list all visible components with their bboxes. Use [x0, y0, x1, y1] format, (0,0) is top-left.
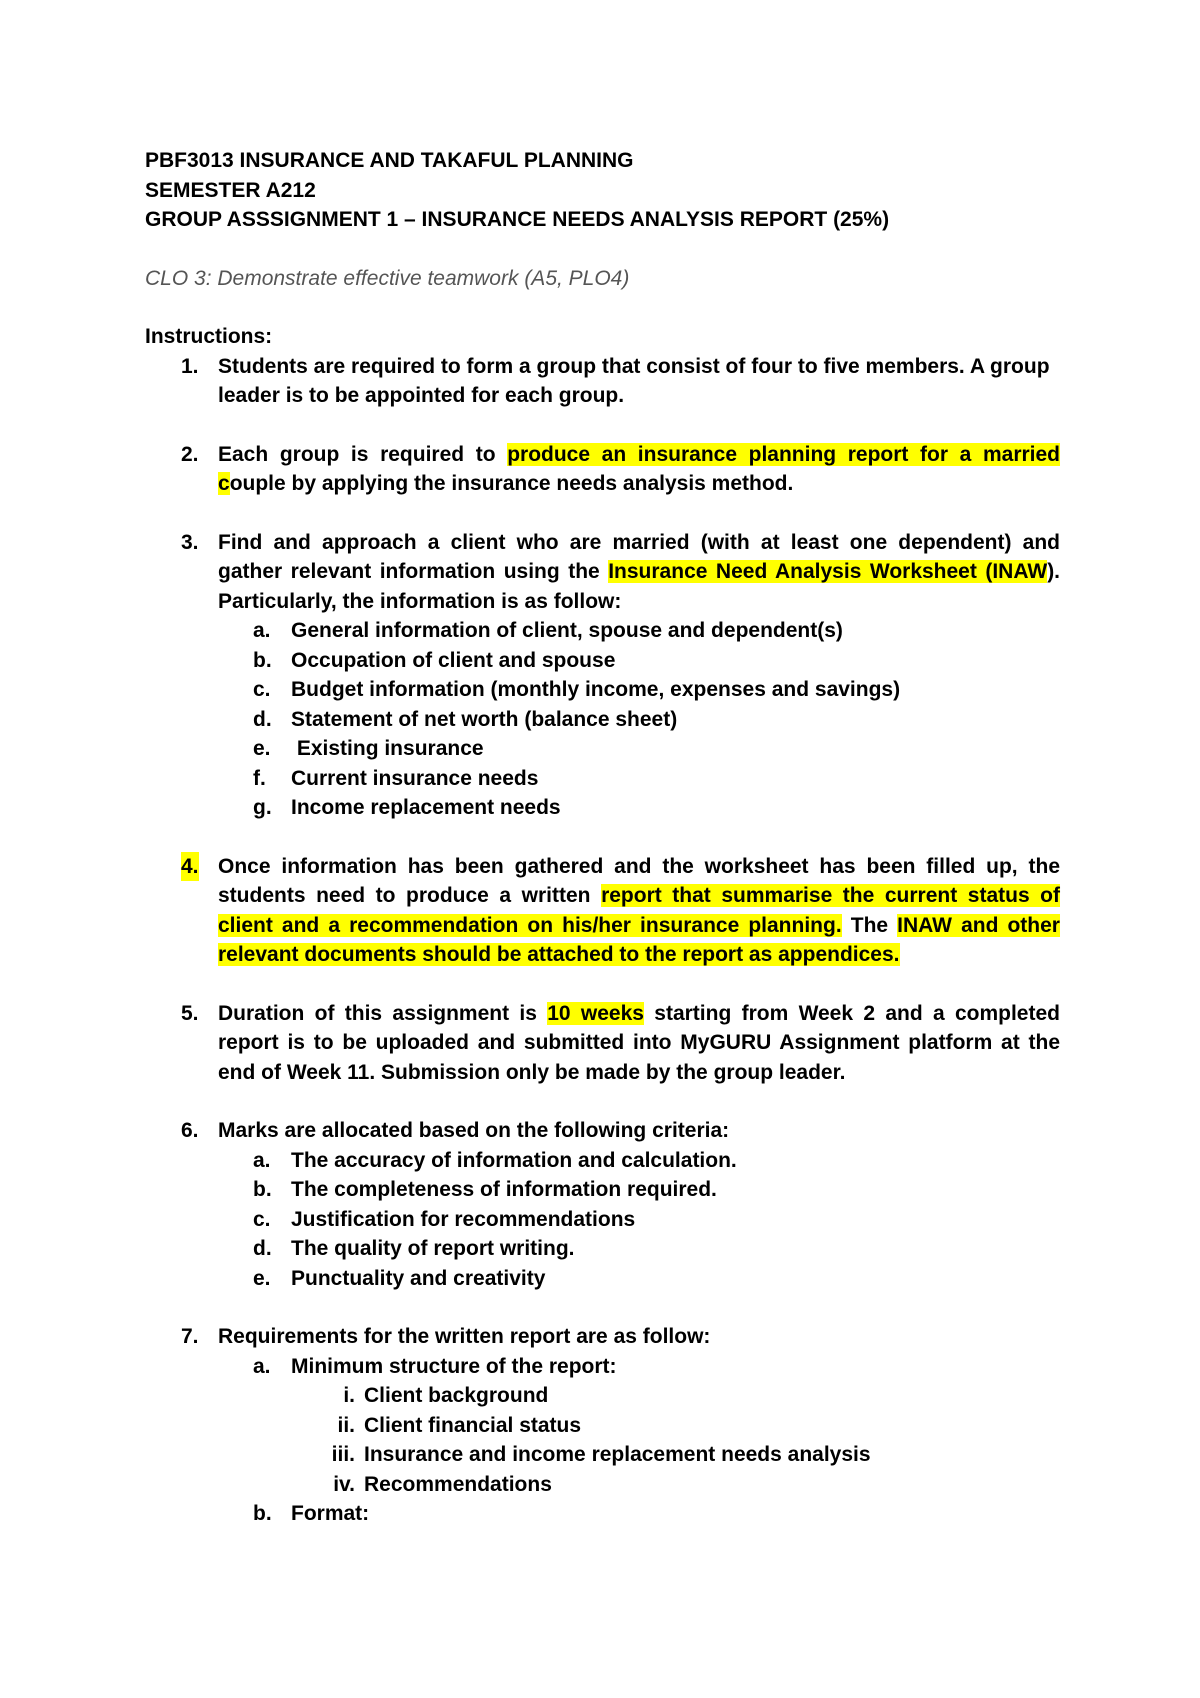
instructions-heading: Instructions:	[145, 325, 273, 348]
roman-text: Client financial status	[364, 1413, 582, 1437]
sub-text: The quality of report writing.	[291, 1237, 575, 1260]
roman-text: Insurance and income replacement needs analysis	[364, 1443, 871, 1466]
sub-letter: f.	[253, 766, 266, 790]
sub-letter: a.	[253, 619, 271, 642]
sub-text: The completeness of information required.	[291, 1178, 717, 1201]
roman-list-item	[291, 1411, 1060, 1441]
roman-numeral: iii.	[331, 1443, 355, 1466]
sub-letter: g.	[253, 796, 272, 819]
sub-text: Statement of net worth (balance sheet)	[291, 707, 678, 731]
item-text: Find and approach a client who are married (with at least one dependent) and gather relevant information using the	[218, 530, 1060, 583]
list-item	[145, 440, 1060, 499]
roman-list	[291, 1381, 1060, 1499]
sub-list	[218, 1352, 1060, 1529]
sub-list-item	[218, 705, 1060, 735]
list-item	[145, 1322, 1060, 1529]
list-item	[145, 852, 1060, 970]
list-item	[145, 999, 1060, 1088]
sub-text: The accuracy of information and calculation.	[291, 1148, 737, 1172]
list-item	[145, 352, 1060, 411]
sub-text: Income replacement needs	[291, 796, 561, 819]
sub-letter: c.	[253, 1207, 271, 1231]
sub-list-item	[218, 1205, 1060, 1235]
item-number: 3.	[181, 530, 199, 554]
sub-text: Existing insurance	[291, 737, 484, 760]
item-text: ouple by applying the insurance needs analysis method.	[229, 472, 794, 495]
list-item	[145, 1116, 1060, 1293]
item-text: Students are required to form a group that consist of four to five members. A group leader is to be appointed for each group.	[218, 354, 1050, 407]
roman-list-item	[291, 1470, 1060, 1500]
sub-letter: b.	[253, 648, 272, 672]
sub-letter: b.	[253, 1178, 272, 1201]
sub-letter: d.	[253, 707, 272, 731]
semester-line: SEMESTER A212	[145, 178, 316, 202]
item-text: ). Particularly, the information is as follow:	[218, 560, 1061, 613]
sub-letter: b.	[253, 1502, 272, 1525]
course-title: PBF3013 INSURANCE AND TAKAFUL PLANNING	[145, 149, 634, 172]
clo-statement: CLO 3: Demonstrate effective teamwork (A5, PLO4)	[145, 266, 630, 290]
sub-list-item	[218, 1499, 1060, 1529]
item-text: starting from Week 2 and a completed report is to be uploaded and submitted into MyGURU Assignment platform at the end of Week 11. Submission only be made by the group leader.	[218, 1001, 1060, 1084]
item-number: 4.	[181, 852, 199, 882]
highlighted-text: INAW and other relevant documents should be attached to the report as appendices.	[218, 913, 1060, 966]
sub-list-item	[218, 1175, 1060, 1205]
roman-numeral: i.	[343, 1384, 355, 1407]
assignment-title: GROUP ASSSIGNMENT 1 – INSURANCE NEEDS ANALYSIS REPORT (25%)	[145, 208, 890, 231]
highlighted-text: 10 weeks	[547, 1001, 644, 1025]
sub-list-item	[218, 1234, 1060, 1264]
item-text: Once information has been gathered and the worksheet has been filled up, the students need to produce a written	[218, 854, 1060, 907]
sub-letter: d.	[253, 1237, 272, 1260]
highlighted-text: Insurance Need Analysis Worksheet (INAW	[608, 560, 1048, 583]
roman-list-item	[291, 1440, 1060, 1470]
sub-list-item	[218, 616, 1060, 646]
item-text: Marks are allocated based on the following criteria:	[218, 1119, 730, 1142]
item-number: 6.	[181, 1119, 199, 1142]
item-text: The	[841, 913, 898, 937]
sub-letter: c.	[253, 678, 271, 701]
roman-list-item	[291, 1381, 1060, 1411]
sub-letter: a.	[253, 1148, 271, 1172]
sub-text: Budget information (monthly income, expenses and savings)	[291, 678, 901, 701]
item-number: 2.	[181, 442, 199, 466]
sub-letter: a.	[253, 1354, 271, 1378]
sub-list-item	[218, 675, 1060, 705]
sub-letter: e.	[253, 1266, 271, 1290]
sub-list-item	[218, 646, 1060, 676]
sub-text: Occupation of client and spouse	[291, 648, 616, 672]
sub-text: General information of client, spouse and dependent(s)	[291, 619, 843, 642]
roman-text: Recommendations	[364, 1472, 552, 1496]
roman-numeral: iv.	[333, 1472, 355, 1496]
sub-text: Punctuality and creativity	[291, 1266, 546, 1290]
sub-list-item	[218, 1264, 1060, 1294]
item-number: 5.	[181, 1001, 199, 1025]
sub-list-item	[218, 793, 1060, 823]
sub-letter: e.	[253, 737, 271, 760]
sub-list-item	[218, 1146, 1060, 1176]
sub-text: Current insurance needs	[291, 766, 539, 790]
item-number: 1.	[181, 354, 199, 378]
sub-text: Justification for recommendations	[291, 1207, 636, 1231]
sub-list	[218, 616, 1060, 823]
roman-numeral: ii.	[337, 1413, 355, 1437]
roman-text: Client background	[364, 1384, 549, 1407]
item-text: Each group is required to	[218, 442, 508, 466]
item-text: Duration of this assignment is	[218, 1001, 548, 1025]
instructions-list	[145, 352, 1060, 1529]
sub-text: Minimum structure of the report:	[291, 1354, 617, 1378]
highlighted-text: report that summarise the current status of client and a recommendation on his/her insurance planning.	[218, 884, 1061, 937]
sub-list	[218, 1146, 1060, 1294]
sub-list-item	[218, 734, 1060, 764]
highlighted-text: produce an insurance planning report for a married c	[218, 442, 1061, 495]
item-number: 7.	[181, 1325, 199, 1348]
sub-text: Format:	[291, 1502, 370, 1525]
item-text: Requirements for the written report are as follow:	[218, 1325, 711, 1348]
sub-list-item	[218, 764, 1060, 794]
list-item	[145, 528, 1060, 823]
sub-list-item	[218, 1352, 1060, 1500]
